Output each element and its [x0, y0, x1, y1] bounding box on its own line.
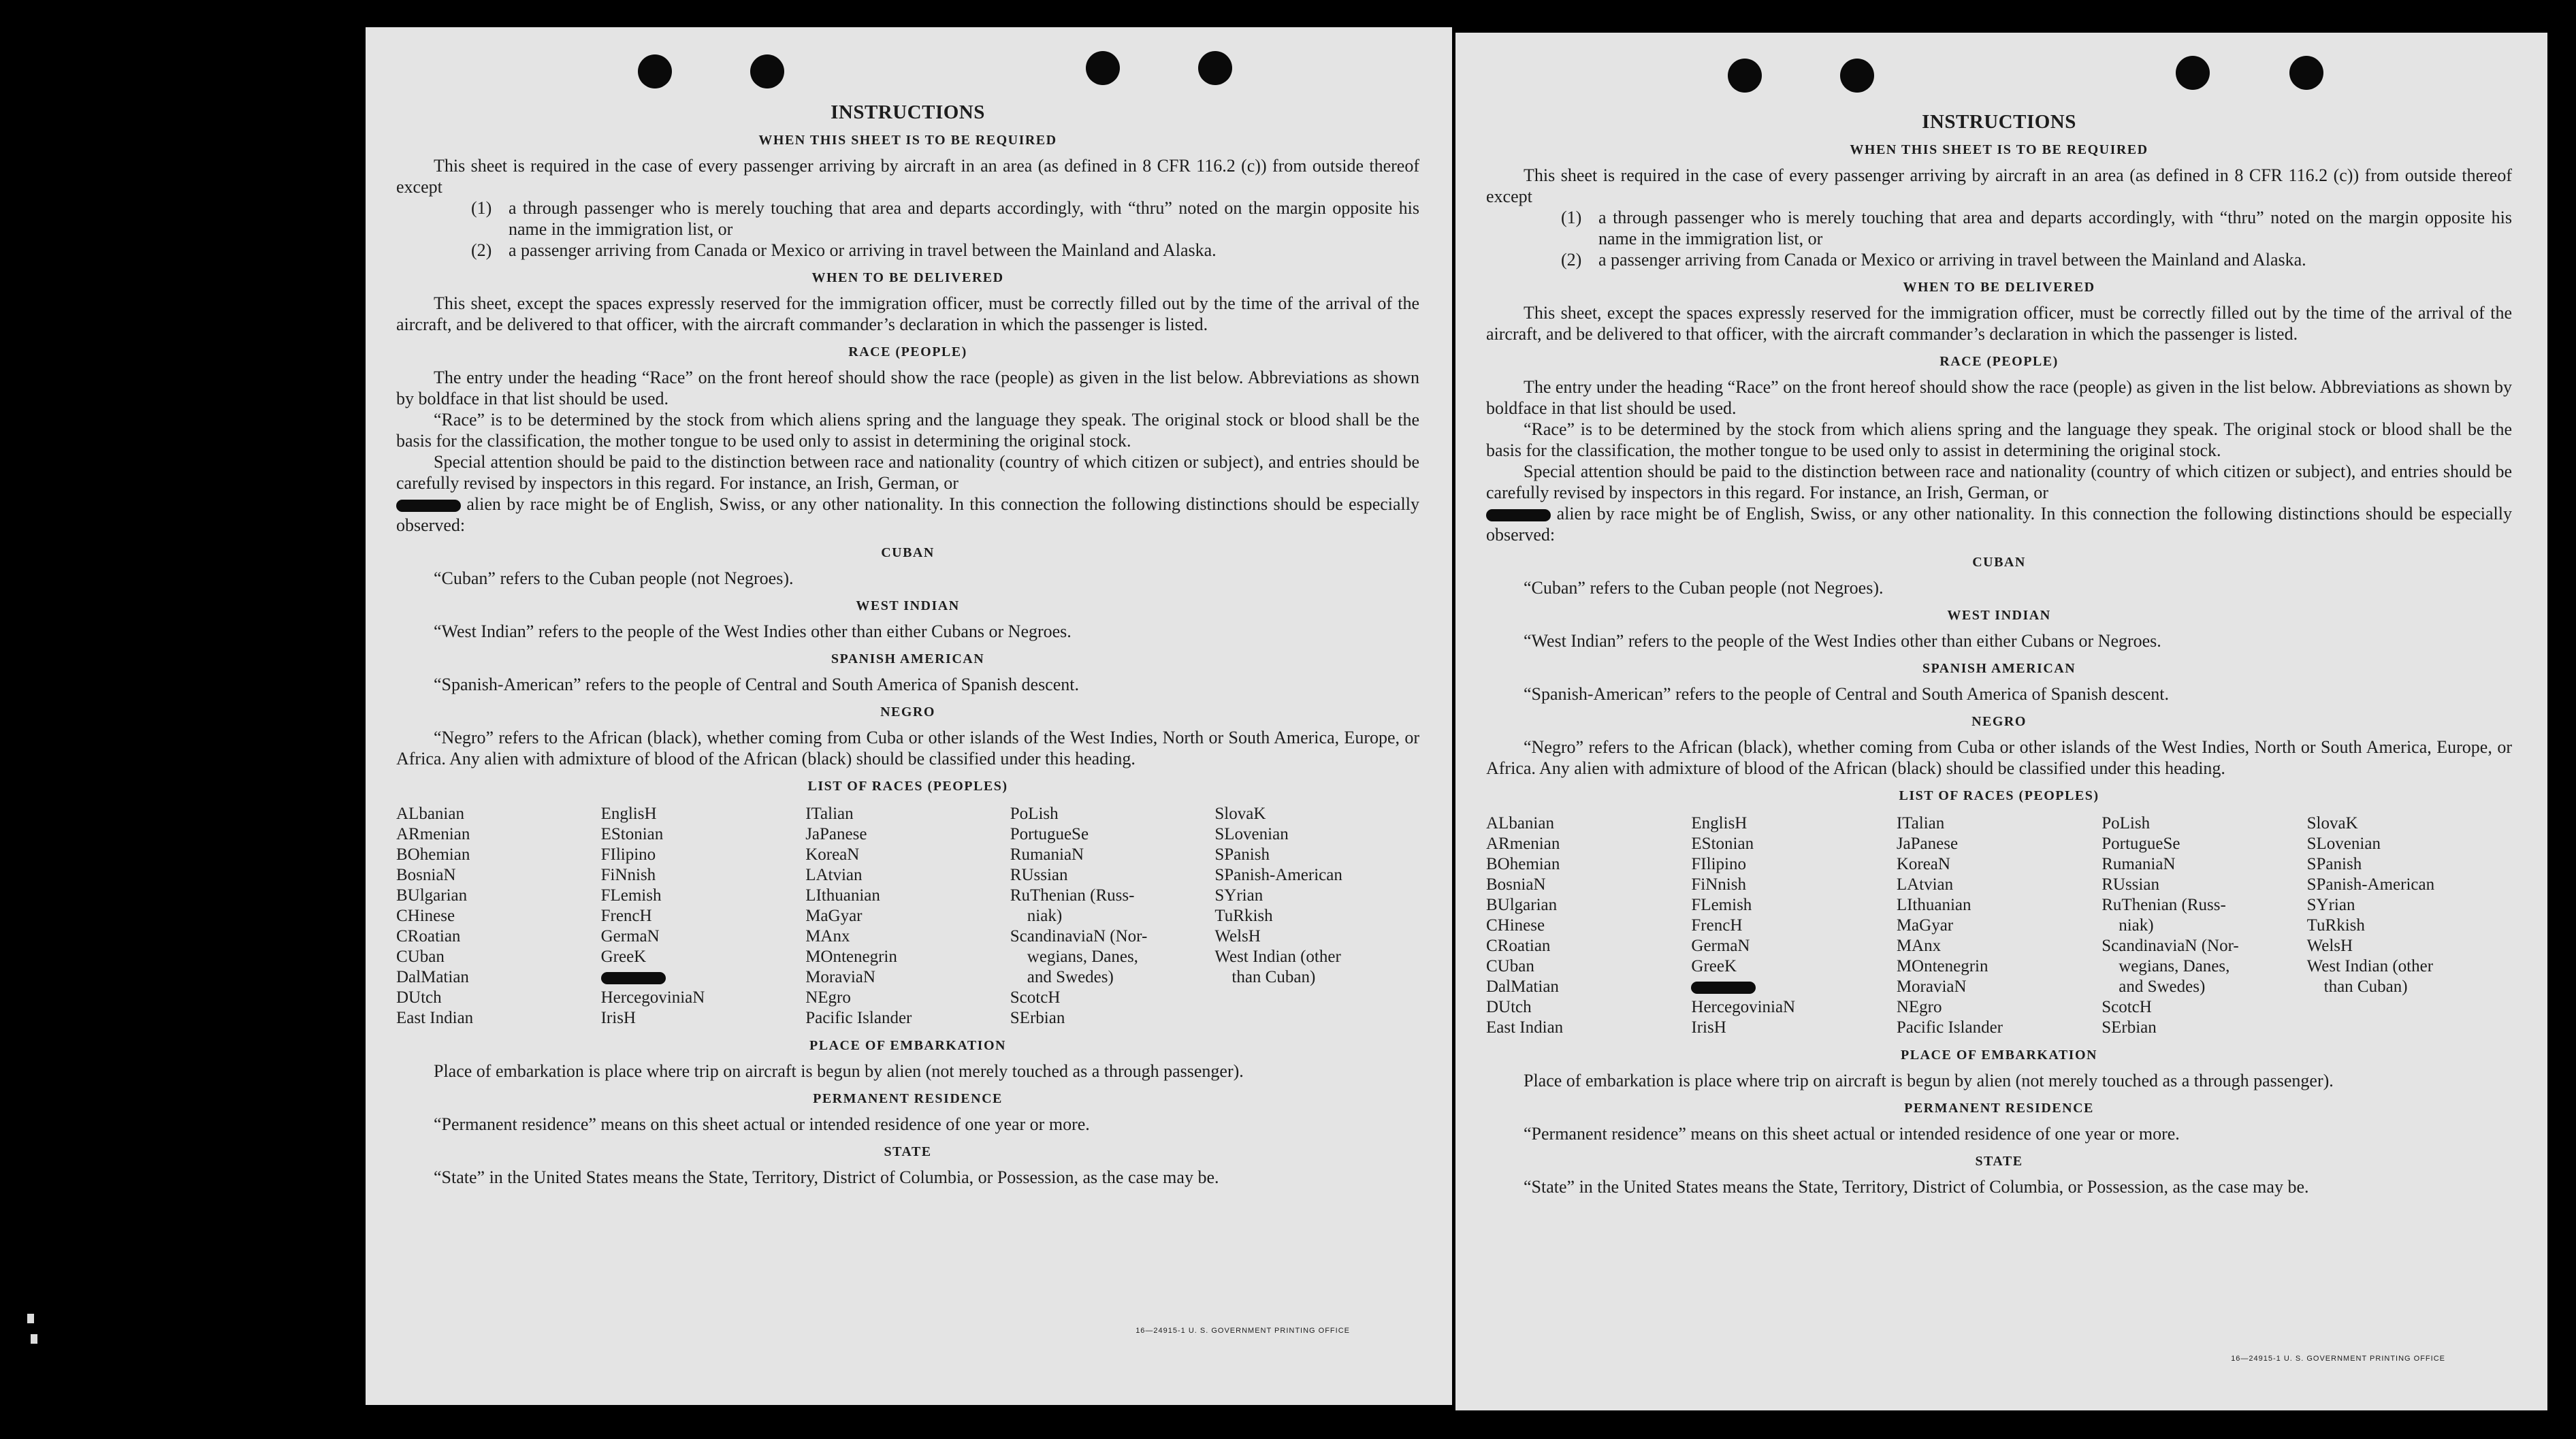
section-heading: WHEN TO BE DELIVERED [1903, 280, 2095, 295]
paragraph: “Cuban” refers to the Cuban people (not Negroes). [1524, 578, 1884, 598]
paragraph: Special attention should be paid to the distinction between race and nationality (country of which citizen or subject), and entries should be carefully revised by inspectors in this regard. For instance, an Irish, German, or [396, 452, 1419, 493]
race-list [1486, 813, 2512, 1038]
race-entry: BUlgarian [396, 886, 468, 905]
race-entry: CUban [396, 948, 445, 966]
race-entry-redacted [601, 967, 806, 988]
race-entry: MOntenegrin [805, 948, 897, 966]
paragraph: “State” in the United States means the State, Territory, District of Columbia, or Possession, as the case may be. [1524, 1177, 2309, 1197]
race-entry: MoraviaN [805, 968, 875, 986]
paragraph: This sheet is required in the case of every passenger arriving by aircraft in an area (as defined in 8 CFR 116.2 (c)) from outside thereof except [396, 156, 1419, 197]
race-entry: JaPanese [805, 825, 867, 843]
punch-hole [750, 54, 784, 88]
punch-hole [2176, 56, 2210, 90]
paragraph: Special attention should be paid to the distinction between race and nationality (country of which citizen or subject), and entries should be carefully revised by inspectors in this regard. For instance, an Irish, German, or [1486, 462, 2512, 502]
race-entry: GreeK [600, 948, 647, 966]
race-entry: GreeK [1691, 957, 1737, 975]
race-entry: ITalian [805, 805, 854, 823]
race-entry: DUtch [396, 988, 442, 1007]
race-entry: East Indian [396, 1009, 474, 1027]
race-entry: CUban [1486, 957, 1534, 975]
race-entry: NEgro [805, 988, 851, 1007]
race-entry: SYrian [2306, 896, 2355, 914]
section-heading: WEST INDIAN [1947, 608, 2051, 623]
race-entry: IrisH [600, 1009, 636, 1027]
section-heading: RACE (PEOPLE) [848, 344, 967, 359]
scan-artifact [27, 1314, 34, 1323]
paragraph: This sheet, except the spaces expressly reserved for the immigration officer, must be correctly filled out by the time of the arrival of the aircraft, and be delivered to that officer, with the aircraft commander’s declaration in which the passenger is listed. [396, 293, 1419, 334]
printer-footer: 16—24915-1 U. S. GOVERNMENT PRINTING OFFICE [1136, 1327, 1350, 1335]
redaction-mark [1691, 982, 1756, 994]
paragraph: This sheet, except the spaces expressly reserved for the immigration officer, must be correctly filled out by the time of the arrival of the aircraft, and be delivered to that officer, with the aircraft commander’s declaration in which the passenger is listed. [1486, 303, 2512, 344]
paragraph: “Permanent residence” means on this sheet actual or intended residence of one year or more. [1524, 1124, 2180, 1144]
section-heading: STATE [884, 1144, 932, 1159]
race-entry: SPanish-American [1214, 866, 1342, 884]
race-entry: KoreaN [805, 845, 860, 864]
scan-artifact [31, 1334, 37, 1344]
race-entry: BOhemian [1486, 855, 1560, 873]
list-item [1561, 249, 2512, 270]
race-entry: MaGyar [805, 907, 863, 925]
race-entry: East Indian [1486, 1018, 1564, 1037]
race-column [396, 804, 601, 1029]
race-entry: DalMatian [396, 968, 469, 986]
race-entry: CRoatian [396, 927, 461, 945]
list-item [1561, 207, 2512, 249]
race-entry: ScandinaviaN (Nor- [2102, 937, 2239, 955]
paragraph-text: alien by race might be of English, Swiss, or any other nationality. In this connection the following distinctions should be especially observed: [1486, 504, 2512, 545]
race-entry: BosniaN [1486, 875, 1546, 894]
race-entry: SLovenian [2306, 835, 2381, 853]
race-entry: JaPanese [1896, 835, 1959, 853]
race-entry: PoLish [2102, 814, 2151, 832]
race-list [396, 804, 1419, 1029]
race-entry: SLovenian [1214, 825, 1289, 843]
paragraph [1486, 503, 2512, 545]
item-number: (1) [1561, 208, 1582, 227]
paragraph: “West Indian” refers to the people of the West Indies other than either Cubans or Negroes. [434, 621, 1072, 641]
section-heading: NEGRO [1971, 714, 2027, 729]
race-entry: Pacific Islander [1896, 1018, 2003, 1037]
item-number: (2) [1561, 250, 1582, 270]
section-heading: RACE (PEOPLE) [1939, 354, 2059, 369]
race-entry: ARmenian [396, 825, 470, 843]
race-entry: BOhemian [396, 845, 470, 864]
race-entry: SYrian [1214, 886, 1263, 905]
race-entry: LAtvian [1896, 875, 1954, 894]
race-entry: SPanish-American [2306, 875, 2435, 894]
paragraph: Place of embarkation is place where trip on aircraft is begun by alien (not merely touched as a through passenger). [434, 1061, 1244, 1081]
paragraph: The entry under the heading “Race” on the front hereof should show the race (people) as given in the list below. Abbreviations as shown by boldface in that list should be used. [1486, 377, 2512, 418]
paragraph: “Spanish-American” refers to the people of Central and South America of Spanish descent. [434, 675, 1079, 694]
item-text: a through passenger who is merely touching that area and departs accordingly, with “thru” noted on the margin opposite his name in the immigration list, or [1598, 208, 2512, 248]
section-heading: WHEN TO BE DELIVERED [811, 270, 1004, 285]
race-entry: Pacific Islander [805, 1009, 912, 1027]
race-entry: IrisH [1691, 1018, 1726, 1037]
race-entry: FLemish [600, 886, 662, 905]
race-entry: RuThenian (Russ- [2102, 896, 2226, 914]
section-heading: PLACE OF EMBARKATION [809, 1038, 1006, 1053]
race-entry: CHinese [1486, 916, 1545, 935]
race-entry: WelsH [1214, 927, 1261, 945]
race-entry: ALbanian [396, 805, 464, 823]
race-entry: wegians, Danes, [1027, 948, 1138, 966]
race-column [805, 804, 1010, 1029]
race-entry: NEgro [1896, 998, 1942, 1016]
race-entry: RumaniaN [2102, 855, 2176, 873]
race-column [1214, 804, 1419, 1029]
race-entry: and Swedes) [1027, 968, 1114, 986]
race-entry: LIthuanian [1896, 896, 1971, 914]
section-heading: CUBAN [881, 545, 935, 560]
race-entry: SPanish [2306, 855, 2362, 873]
race-entry: DUtch [1486, 998, 1532, 1016]
paragraph: This sheet is required in the case of every passenger arriving by aircraft in an area (as defined in 8 CFR 116.2 (c)) from outside thereof except [1486, 165, 2512, 206]
paragraph: “State” in the United States means the State, Territory, District of Columbia, or Possession, as the case may be. [434, 1167, 1219, 1187]
redaction-mark [601, 972, 666, 984]
race-entry: KoreaN [1896, 855, 1950, 873]
race-entry: EStonian [1691, 835, 1754, 853]
punch-hole [1840, 59, 1874, 93]
race-entry: FiNnish [600, 866, 656, 884]
item-text: a passenger arriving from Canada or Mexico or arriving in travel between the Mainland and Alaska. [509, 240, 1217, 260]
race-column [2102, 813, 2306, 1038]
item-number: (2) [471, 240, 492, 260]
paragraph: “Cuban” refers to the Cuban people (not Negroes). [434, 568, 794, 588]
section-heading: PERMANENT RESIDENCE [1904, 1101, 2094, 1116]
punch-hole [1198, 51, 1232, 85]
section-heading: STATE [1975, 1154, 2023, 1169]
race-entry: TuRkish [2306, 916, 2365, 935]
race-entry: MaGyar [1896, 916, 1954, 935]
punch-hole [638, 54, 672, 88]
redaction-mark [396, 500, 461, 512]
paragraph: “Race” is to be determined by the stock from which aliens spring and the language they speak. The original stock or blood shall be the basis for the classification, the mother tongue to be used only to assist in determining the original stock. [1486, 419, 2512, 460]
race-entry: TuRkish [1214, 907, 1273, 925]
race-entry: GermaN [600, 927, 660, 945]
race-entry: SPanish [1214, 845, 1270, 864]
race-entry: RumaniaN [1010, 845, 1084, 864]
race-entry: CHinese [396, 907, 455, 925]
race-entry: BUlgarian [1486, 896, 1558, 914]
race-column [601, 804, 806, 1029]
race-column [1486, 813, 1691, 1038]
race-entry: ScotcH [1010, 988, 1061, 1007]
section-heading: WHEN THIS SHEET IS TO BE REQUIRED [758, 133, 1057, 148]
race-entry: MOntenegrin [1896, 957, 1989, 975]
punch-hole [1086, 51, 1120, 85]
race-entry: SErbian [2102, 1018, 2157, 1037]
paragraph: The entry under the heading “Race” on the front hereof should show the race (people) as given in the list below. Abbreviations as shown by boldface in that list should be used. [396, 368, 1419, 408]
race-entry: SlovaK [1214, 805, 1266, 823]
item-number: (1) [471, 198, 492, 218]
section-heading: PERMANENT RESIDENCE [813, 1091, 1003, 1106]
document-page-right [1455, 33, 2547, 1410]
race-column [1010, 804, 1215, 1029]
race-entry: HercegoviniaN [600, 988, 705, 1007]
race-entry: RUssian [1010, 866, 1068, 884]
race-entry: ScotcH [2102, 998, 2152, 1016]
paragraph: “Race” is to be determined by the stock from which aliens spring and the language they speak. The original stock or blood shall be the basis for the classification, the mother tongue to be used only to assist in determining the original stock. [396, 410, 1419, 451]
page-title: INSTRUCTIONS [831, 101, 985, 123]
section-heading: WEST INDIAN [856, 598, 960, 613]
list-item [471, 240, 1419, 261]
race-entry: PoLish [1010, 805, 1059, 823]
section-heading: CUBAN [1972, 555, 2026, 570]
race-entry: LAtvian [805, 866, 863, 884]
race-entry: WelsH [2306, 937, 2353, 955]
race-entry: MAnx [1896, 937, 1942, 955]
paragraph: “Permanent residence” means on this sheet actual or intended residence of one year or more. [434, 1114, 1090, 1134]
paragraph [396, 494, 1419, 536]
race-entry: PortugueSe [1010, 825, 1089, 843]
race-entry: RUssian [2102, 875, 2159, 894]
item-text: a through passenger who is merely touching that area and departs accordingly, with “thru” noted on the margin opposite his name in the immigration list, or [509, 198, 1419, 239]
race-column [2307, 813, 2512, 1038]
race-entry: PortugueSe [2102, 835, 2180, 853]
race-entry: West Indian (other [1214, 948, 1341, 966]
race-entry: wegians, Danes, [2119, 957, 2230, 975]
paragraph: “West Indian” refers to the people of the West Indies other than either Cubans or Negroes. [1524, 631, 2161, 651]
race-entry: FiNnish [1691, 875, 1746, 894]
race-entry: niak) [2119, 916, 2154, 935]
section-heading: LIST OF RACES (PEOPLES) [807, 779, 1008, 794]
page-title: INSTRUCTIONS [1922, 111, 2076, 133]
race-entry: RuThenian (Russ- [1010, 886, 1135, 905]
race-entry: HercegoviniaN [1691, 998, 1796, 1016]
race-entry: FIlipino [1691, 855, 1746, 873]
race-entry: FrencH [600, 907, 652, 925]
race-entry: FrencH [1691, 916, 1743, 935]
race-entry: ITalian [1896, 814, 1945, 832]
race-entry: SErbian [1010, 1009, 1065, 1027]
race-entry: and Swedes) [2119, 977, 2206, 996]
race-entry: niak) [1027, 907, 1063, 925]
printer-footer: 16—24915-1 U. S. GOVERNMENT PRINTING OFFICE [2231, 1355, 2445, 1363]
race-entry: FLemish [1691, 896, 1752, 914]
race-entry: LIthuanian [805, 886, 880, 905]
paragraph: “Negro” refers to the African (black), whether coming from Cuba or other islands of the West Indies, North or South America, Europe, or Africa. Any alien with admixture of blood of the African (black) should be classified under this heading. [1486, 737, 2512, 778]
paragraph: “Negro” refers to the African (black), whether coming from Cuba or other islands of the West Indies, North or South America, Europe, or Africa. Any alien with admixture of blood of the African (black) should be classified under this heading. [396, 728, 1419, 769]
list-item [471, 197, 1419, 240]
race-entry: MoraviaN [1896, 977, 1967, 996]
race-entry: than Cuban) [2323, 977, 2408, 996]
section-heading: WHEN THIS SHEET IS TO BE REQUIRED [1850, 142, 2148, 157]
race-entry: EStonian [600, 825, 664, 843]
paragraph: Place of embarkation is place where trip on aircraft is begun by alien (not merely touched as a through passenger). [1524, 1071, 2334, 1090]
paragraph: “Spanish-American” refers to the people of Central and South America of Spanish descent. [1524, 684, 2169, 704]
race-entry: MAnx [805, 927, 850, 945]
race-entry: SlovaK [2306, 814, 2358, 832]
race-entry: ScandinaviaN (Nor- [1010, 927, 1148, 945]
item-text: a passenger arriving from Canada or Mexico or arriving in travel between the Mainland and Alaska. [1598, 250, 2306, 270]
document-page-left [366, 27, 1452, 1405]
punch-hole [2289, 56, 2323, 90]
race-entry: EnglisH [600, 805, 657, 823]
paragraph-text: alien by race might be of English, Swiss, or any other nationality. In this connection the following distinctions should be especially observed: [396, 494, 1420, 535]
race-entry: than Cuban) [1231, 968, 1316, 986]
race-entry: FIlipino [600, 845, 656, 864]
race-entry: DalMatian [1486, 977, 1559, 996]
section-heading: PLACE OF EMBARKATION [1901, 1048, 2097, 1063]
race-entry: ARmenian [1486, 835, 1560, 853]
section-heading: SPANISH AMERICAN [1922, 661, 2076, 676]
section-heading: SPANISH AMERICAN [831, 651, 985, 666]
race-entry: ALbanian [1486, 814, 1554, 832]
punch-hole [1728, 59, 1762, 93]
race-entry: GermaN [1691, 937, 1750, 955]
race-entry-redacted [1691, 977, 1896, 997]
race-column [1691, 813, 1896, 1038]
redaction-mark [1486, 509, 1551, 521]
race-entry: CRoatian [1486, 937, 1551, 955]
section-heading: LIST OF RACES (PEOPLES) [1899, 788, 2099, 803]
race-column [1897, 813, 2102, 1038]
race-entry: EnglisH [1691, 814, 1748, 832]
race-entry: West Indian (other [2306, 957, 2434, 975]
race-entry: BosniaN [396, 866, 456, 884]
section-heading: NEGRO [880, 705, 935, 720]
